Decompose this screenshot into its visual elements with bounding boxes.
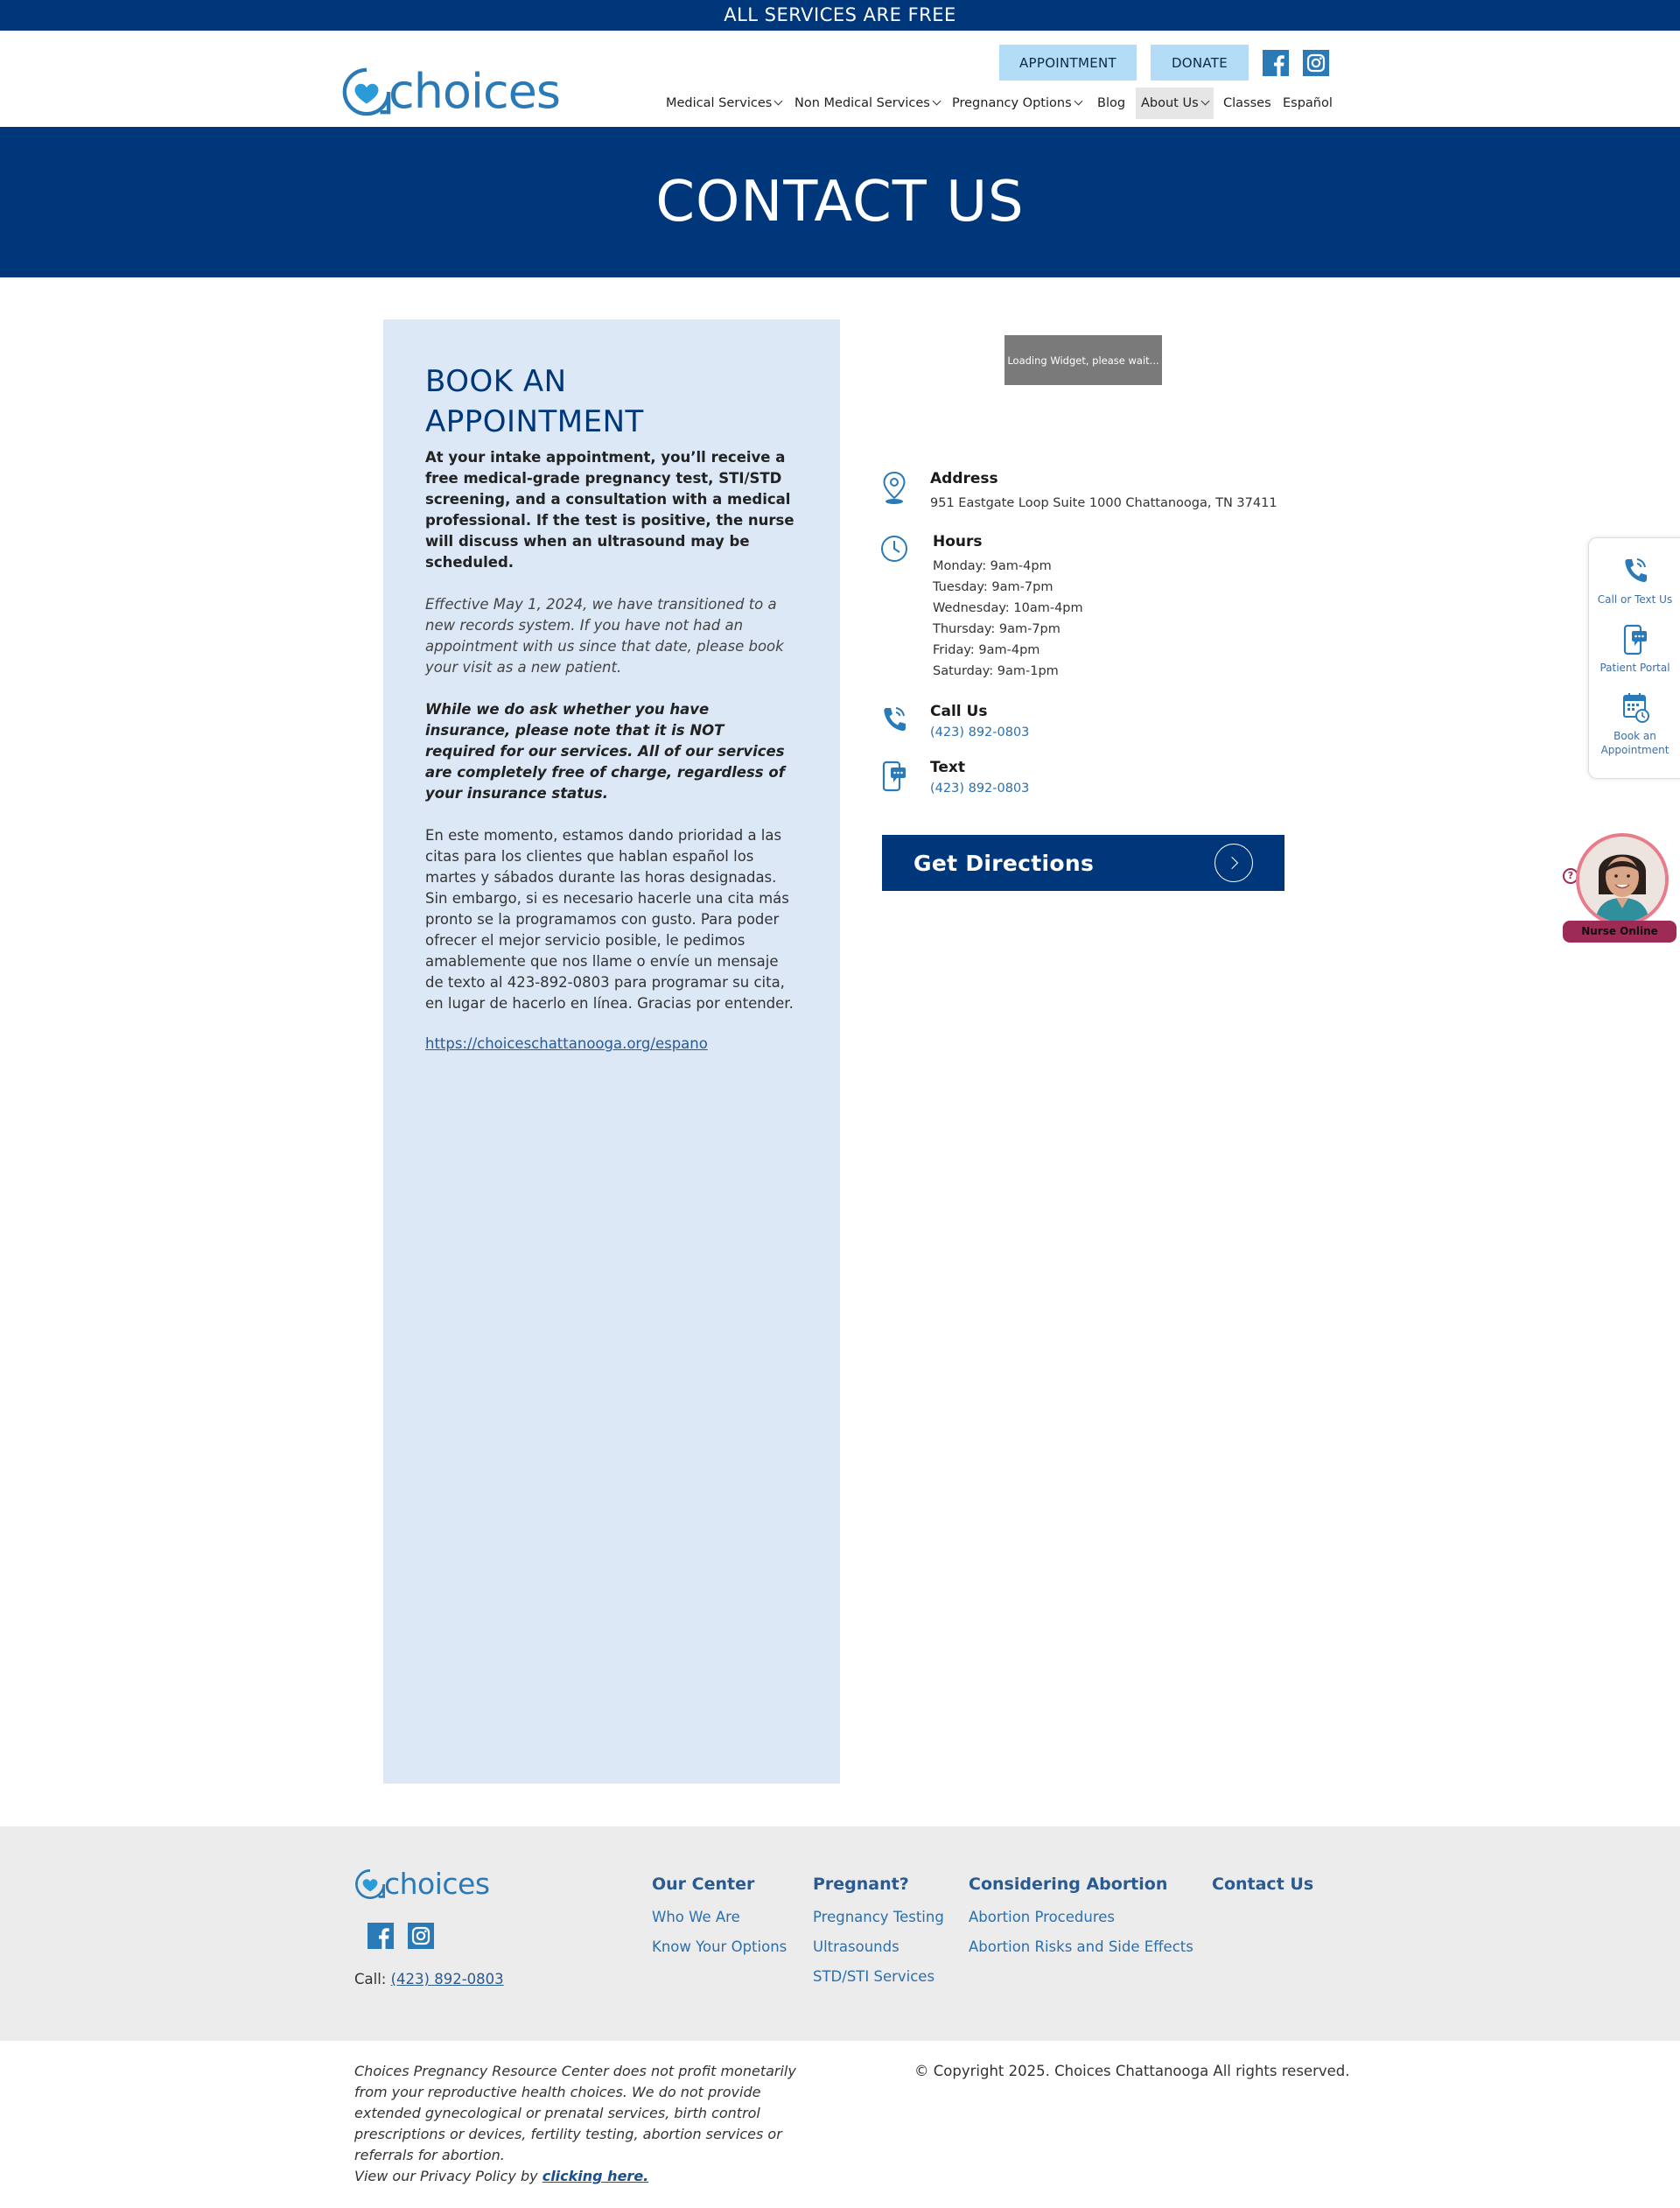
spanish-appointment-note: En este momento, estamos dando prioridad a las citas para los clientes que hablan español los martes y sábados durante las horas designadas. Sin embargo, si es necesario hacerle una cita más pronto se la programamos con gusto. Para poder ofrecer el mejor servicio posible, le pedimos amablemente que nos llame o envíe un mensaje de texto al 423-892-0803 para programar su cita, en lugar de hacerlo en línea. Gracias por entender. xyxy=(425,827,794,1012)
hours-tuesday: Tuesday: 9am-7pm xyxy=(933,580,1054,594)
side-patient-portal[interactable] xyxy=(1589,622,1680,675)
book-heading-line1: BOOK AN xyxy=(425,364,567,399)
copyright-text: © Copyright 2025. Choices Chattanooga All rights reserved. xyxy=(914,2063,1350,2079)
footer-call-link[interactable]: (423) 892-0803 xyxy=(390,1971,504,1987)
arrow-right-circle-icon xyxy=(1214,844,1253,882)
side-call-or-text[interactable] xyxy=(1589,554,1680,606)
location-pin-icon xyxy=(879,470,909,505)
call-phone-link[interactable]: (423) 892-0803 xyxy=(930,725,1030,740)
logo-text: choices xyxy=(388,64,561,119)
clock-icon xyxy=(879,533,909,568)
nav-pregnancy-options[interactable] xyxy=(947,88,1087,119)
intake-description: At your intake appointment, you’ll receive a free medical-grade pregnancy test, STI/STD screening, and a consultation with a medical professional. If the test is positive, the nurse will discuss when an ultrasound may be scheduled. xyxy=(425,449,794,571)
side-book-label-1: Book an xyxy=(1614,730,1656,742)
footer-link-pregnancy-testing[interactable]: Pregnancy Testing xyxy=(813,1909,944,1925)
side-book-label-2: Appointment xyxy=(1600,744,1670,756)
nav-classes[interactable]: Classes xyxy=(1223,96,1271,110)
nav-blog[interactable]: Blog xyxy=(1097,96,1126,110)
address-text: 951 Eastgate Loop Suite 1000 Chattanooga, TN 37411 xyxy=(930,496,1278,510)
announcement-text: ALL SERVICES ARE FREE xyxy=(724,4,956,25)
appointment-button[interactable]: APPOINTMENT xyxy=(999,45,1137,81)
insurance-note: While we do ask whether you have insurance, please note that it is NOT required for our services. All of our services are completely free of charge, regardless of your insurance status. xyxy=(425,701,785,802)
chevron-down-icon xyxy=(1074,97,1082,106)
side-portal-label: Patient Portal xyxy=(1600,662,1670,674)
nav-about-us-label: About Us xyxy=(1141,96,1199,110)
hours-title: Hours xyxy=(933,533,983,550)
hours-list xyxy=(933,556,1083,682)
chevron-down-icon xyxy=(932,97,941,106)
footer-contact-heading[interactable]: Contact Us xyxy=(1212,1875,1314,1894)
footer-call xyxy=(354,1971,504,1987)
nurse-avatar[interactable] xyxy=(1576,833,1669,926)
footer-our-center-heading[interactable]: Our Center xyxy=(652,1875,755,1894)
hours-monday: Monday: 9am-4pm xyxy=(933,559,1052,573)
text-phone-link[interactable]: (423) 892-0803 xyxy=(930,782,1030,796)
footer-link-abortion-risks[interactable]: Abortion Risks and Side Effects xyxy=(969,1938,1194,1955)
footer-pregnant-heading[interactable]: Pregnant? xyxy=(813,1875,909,1894)
footer-col-contact xyxy=(1212,1875,1313,1908)
instagram-icon[interactable] xyxy=(1303,50,1329,76)
page-title: CONTACT US xyxy=(655,170,1025,235)
nav-medical-services[interactable] xyxy=(661,88,787,119)
hours-friday: Friday: 9am-4pm xyxy=(933,643,1040,657)
call-title: Call Us xyxy=(930,703,988,720)
footer-disclaimer xyxy=(354,2061,827,2187)
help-icon[interactable]: ? xyxy=(1563,868,1578,884)
footer-link-know-your-options[interactable]: Know Your Options xyxy=(652,1938,788,1955)
calendar-clock-icon xyxy=(1619,690,1652,725)
footer-considering-abortion-heading[interactable]: Considering Abortion xyxy=(969,1875,1168,1894)
footer-link-abortion-procedures[interactable]: Abortion Procedures xyxy=(969,1909,1115,1925)
site-header xyxy=(0,31,1680,127)
nav-about-us[interactable] xyxy=(1136,88,1214,119)
footer-col-our-center xyxy=(652,1875,787,1967)
instagram-icon[interactable] xyxy=(408,1923,434,1949)
footer-logo-text: choices xyxy=(384,1867,490,1901)
nav-non-medical-services-label: Non Medical Services xyxy=(794,96,930,110)
side-call-label: Call or Text Us xyxy=(1597,593,1673,606)
address-title: Address xyxy=(930,470,998,487)
book-appointment-heading xyxy=(425,361,798,442)
book-appointment-card xyxy=(383,319,840,1784)
page-hero xyxy=(0,127,1680,277)
footer-col-considering-abortion xyxy=(969,1875,1194,1967)
footer-col-pregnant xyxy=(813,1875,944,1997)
nav-non-medical-services[interactable] xyxy=(789,88,945,119)
hours-wednesday: Wednesday: 10am-4pm xyxy=(933,601,1083,615)
chevron-down-icon xyxy=(1200,97,1209,106)
heart-circle-logo-icon xyxy=(354,1868,386,1900)
disclaimer-text: Choices Pregnancy Resource Center does not profit monetarily from your reproductive health choices. We do not provide extended gynecological or prenatal services, birth control prescriptions or devices, fertility testing, abortion services or referrals for abortion. xyxy=(354,2063,796,2163)
facebook-icon[interactable] xyxy=(1263,50,1289,76)
footer-call-prefix: Call: xyxy=(354,1971,387,1987)
floating-side-panel xyxy=(1588,537,1680,779)
top-announcement-bar xyxy=(0,0,1680,31)
site-footer xyxy=(0,1826,1680,2041)
side-book-appointment[interactable] xyxy=(1589,690,1680,757)
footer-link-ultrasounds[interactable]: Ultrasounds xyxy=(813,1938,900,1955)
hours-saturday: Saturday: 9am-1pm xyxy=(933,664,1059,678)
booking-widget-loader: Loading Widget, please wait... xyxy=(1004,335,1162,385)
nurse-portrait-icon xyxy=(1579,837,1665,922)
chevron-down-icon xyxy=(774,97,783,106)
spanish-page-link[interactable]: https://choiceschattanooga.org/espano xyxy=(425,1035,708,1052)
privacy-policy-link[interactable]: clicking here. xyxy=(542,2168,649,2184)
records-system-note: Effective May 1, 2024, we have transitioned to a new records system. If you have not had an appointment with us since that date, please book your visit as a new patient. xyxy=(425,596,784,676)
text-title: Text xyxy=(930,759,965,776)
facebook-icon[interactable] xyxy=(368,1923,394,1949)
privacy-prefix: View our Privacy Policy by xyxy=(354,2168,538,2184)
donate-button[interactable]: DONATE xyxy=(1151,45,1249,81)
footer-link-who-we-are[interactable]: Who We Are xyxy=(652,1909,740,1925)
nav-pregnancy-options-label: Pregnancy Options xyxy=(952,96,1072,110)
get-directions-button[interactable] xyxy=(882,835,1284,891)
hours-thursday: Thursday: 9am-7pm xyxy=(933,622,1060,636)
main-nav xyxy=(0,88,1680,119)
nav-espanol[interactable]: Español xyxy=(1283,96,1333,110)
mobile-message-icon xyxy=(1619,622,1652,657)
mobile-message-icon xyxy=(879,759,909,794)
book-heading-line2: APPOINTMENT xyxy=(425,404,644,439)
get-directions-label: Get Directions xyxy=(914,850,1095,876)
footer-logo[interactable] xyxy=(354,1868,490,1900)
phone-icon xyxy=(1619,554,1652,589)
phone-icon xyxy=(879,703,909,738)
nurse-online-widget[interactable] xyxy=(1563,831,1680,945)
nurse-online-badge[interactable]: Nurse Online xyxy=(1563,921,1676,943)
nav-medical-services-label: Medical Services xyxy=(666,96,773,110)
footer-link-std-sti[interactable]: STD/STI Services xyxy=(813,1968,935,1985)
